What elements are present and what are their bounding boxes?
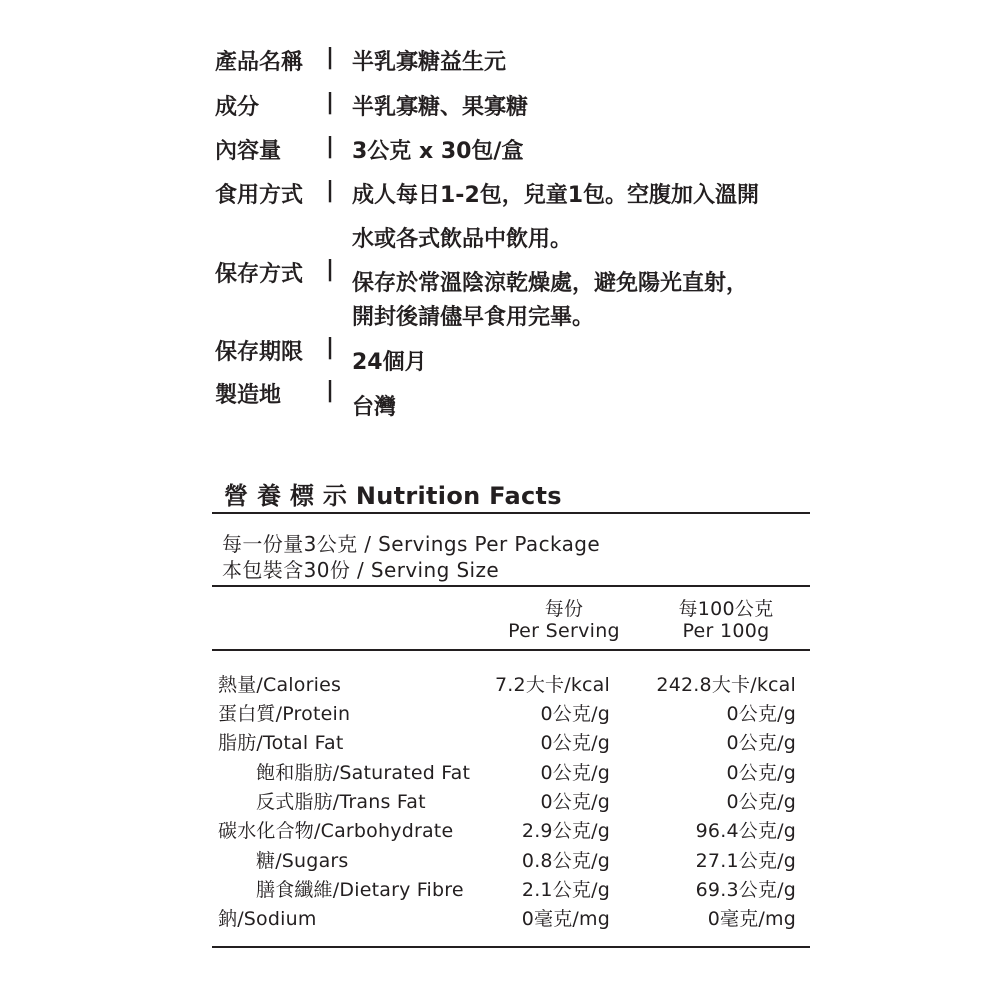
separator: | [326,335,335,360]
nutrient-row [212,816,810,845]
per-100g-value: 0公克/g [726,791,796,813]
separator: | [326,134,335,159]
nutrient-name: 膳食纖維/Dietary Fibre [256,879,464,901]
nutrient-row [212,728,810,757]
per-serving-value: 0毫克/mg [521,908,610,930]
nutrient-row [212,758,810,787]
value-storage-line2: 開封後請儘早食用完畢。 [352,305,595,330]
label-shelf-life: 保存期限 [215,340,304,365]
col-header-per-serving-zh: 每份 [544,598,584,620]
nutrient-name: 蛋白質/Protein [218,703,351,725]
serving-line-1: 每一份量3公克 / Servings Per Package [222,532,601,556]
divider [212,946,810,948]
per-100g-value: 69.3公克/g [695,879,796,901]
value-usage-line2: 水或各式飲品中飲用。 [352,227,573,252]
nutrient-row [212,670,810,699]
value-storage: 保存於常溫陰涼乾燥處，避免陽光直射， [352,271,749,296]
per-serving-value: 2.9公克/g [521,820,610,842]
nutrition-title: 營 養 標 示 Nutrition Facts [224,482,562,510]
value-origin: 台灣 [352,395,397,420]
nutrient-name: 飽和脂肪/Saturated Fat [256,762,471,784]
nutrient-row [212,846,810,875]
nutrient-name: 碳水化合物/Carbohydrate [218,820,454,842]
separator: | [326,257,335,282]
per-serving-value: 0公克/g [540,762,610,784]
label-product-name: 產品名稱 [215,50,304,75]
value-net-content: 3公克 x 30包/盒 [352,139,524,164]
per-100g-value: 0公克/g [726,732,796,754]
per-serving-value: 0公克/g [540,791,610,813]
value-ingredients: 半乳寡糖、果寡糖 [352,95,529,120]
divider [212,512,810,514]
per-serving-value: 0公克/g [540,703,610,725]
per-100g-value: 0公克/g [726,703,796,725]
per-100g-value: 96.4公克/g [695,820,796,842]
col-header-per-100g-en: Per 100g [682,620,770,642]
per-100g-value: 0毫克/mg [707,908,796,930]
nutrition-facts-table [212,470,810,960]
col-header-per-serving-en: Per Serving [508,620,620,642]
per-serving-value: 7.2大卡/kcal [495,674,610,696]
nutrient-name: 糖/Sugars [256,850,349,872]
per-100g-value: 242.8大卡/kcal [656,674,796,696]
serving-line-2: 本包裝含30份 / Serving Size [222,558,500,582]
per-100g-value: 0公克/g [726,762,796,784]
nutrient-row [212,699,810,728]
divider [212,649,810,651]
nutrient-row [212,904,810,933]
divider [212,585,810,587]
nutrient-name: 脂肪/Total Fat [218,732,344,754]
per-100g-value: 27.1公克/g [695,850,796,872]
per-serving-value: 2.1公克/g [521,879,610,901]
label-usage: 食用方式 [215,183,304,208]
product-info [0,0,1000,440]
per-serving-value: 0公克/g [540,732,610,754]
nutrient-name: 反式脂肪/Trans Fat [256,791,426,813]
separator: | [326,178,335,203]
col-header-per-100g-zh: 每100公克 [678,598,774,620]
label-ingredients: 成分 [215,95,260,120]
separator: | [326,90,335,115]
separator: | [326,378,335,403]
label-origin: 製造地 [215,383,282,408]
nutrient-name: 鈉/Sodium [218,908,317,930]
label-net-content: 內容量 [215,139,282,164]
value-product-name: 半乳寡糖益生元 [352,50,507,75]
label-storage: 保存方式 [215,262,304,287]
value-usage: 成人每日1-2包，兒童1包。空腹加入溫開 [352,183,760,208]
per-serving-value: 0.8公克/g [521,850,610,872]
nutrient-row [212,787,810,816]
value-shelf-life: 24個月 [352,350,427,375]
nutrient-row [212,875,810,904]
separator: | [326,45,335,70]
nutrient-name: 熱量/Calories [218,674,342,696]
